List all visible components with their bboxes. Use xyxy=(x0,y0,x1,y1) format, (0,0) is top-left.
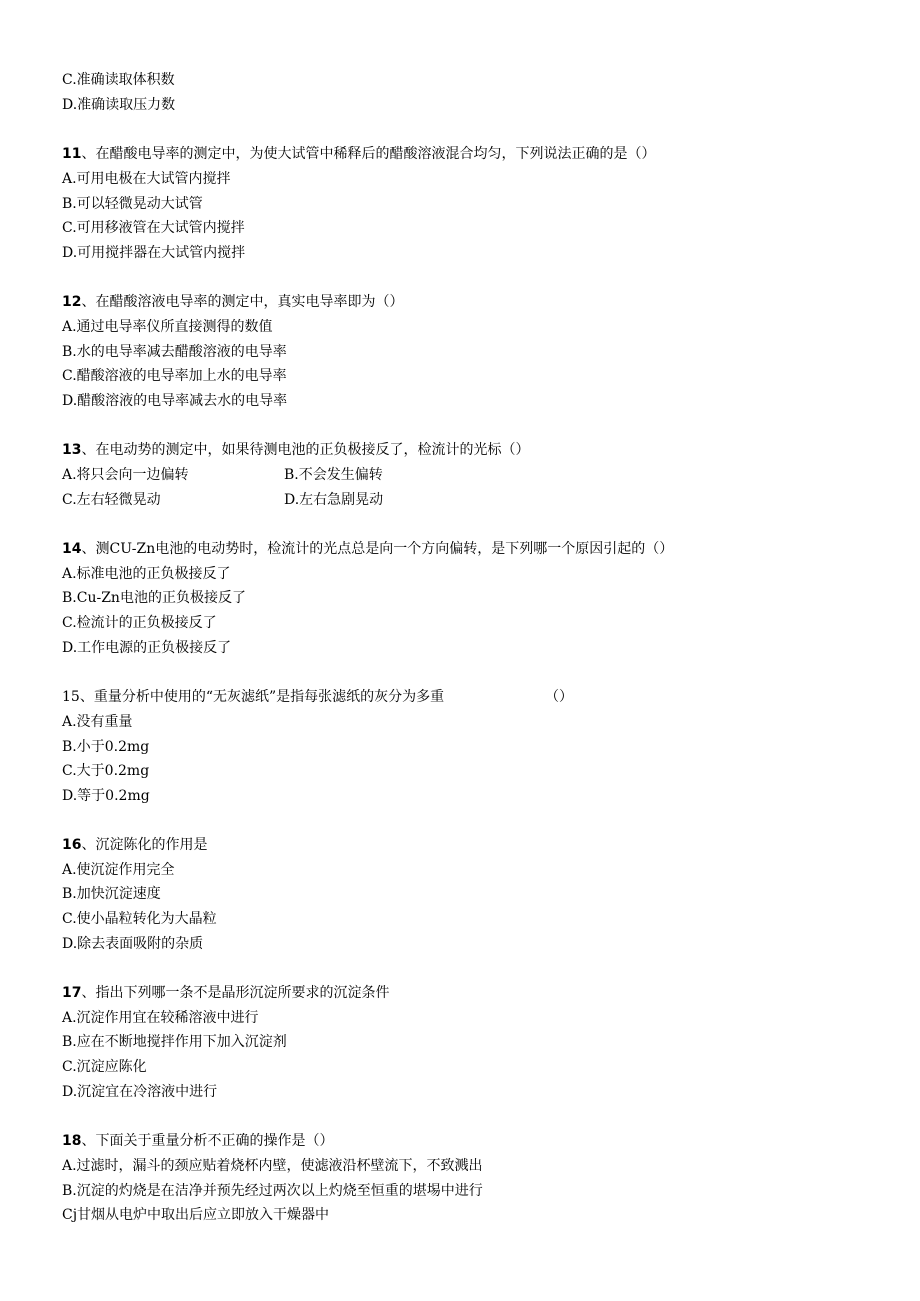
question-11-option-b: B.可以轻微晃动大试管 xyxy=(62,196,203,212)
question-number: 16 xyxy=(62,837,82,853)
question-number: 11 xyxy=(62,146,82,162)
question-11-option-a: A.可用电极在大试管内搅拌 xyxy=(62,171,231,187)
question-15-option-c: C.大于0.2mg xyxy=(62,763,150,779)
question-13-stem xyxy=(62,441,529,459)
question-15-answer-paren: （） xyxy=(545,689,573,705)
question-18-stem xyxy=(62,1132,333,1150)
question-text: 、下面关于重量分析不正确的操作是（） xyxy=(81,1133,334,1149)
question-18-option-c: Cj甘烟从电炉中取出后应立即放入干燥器中 xyxy=(62,1207,330,1223)
question-number: 17 xyxy=(62,985,82,1001)
question-14-option-d: D.工作电源的正负极接反了 xyxy=(62,640,232,656)
question-text: 、在电动势的测定中，如果待测电池的正负极接反了，检流计的光标（） xyxy=(81,442,530,458)
question-16-option-d: D.除去表面吸附的杂质 xyxy=(62,936,204,952)
question-18-option-b: B.沉淀的灼烧是在洁净并预先经过两次以上灼烧至恒重的堪埸中进行 xyxy=(62,1183,483,1199)
question-13-option-b: B.不会发生偏转 xyxy=(284,467,383,483)
question-17-option-a: A.沉淀作用宜在较稀溶液中进行 xyxy=(62,1010,259,1026)
question-text: 、沉淀陈化的作用是 xyxy=(81,837,208,853)
question-13-option-c: C.左右轻微晃动 xyxy=(62,492,161,508)
question-16-option-a: A.使沉淀作用完全 xyxy=(62,862,175,878)
question-13-options-row-1 xyxy=(62,466,383,484)
question-13-options-row-2 xyxy=(62,491,384,509)
question-18-option-a: A.过滤时，漏斗的颈应贴着烧杯内壁，使滤液沿杯壁流下，不致溅出 xyxy=(62,1158,483,1174)
question-12-option-a: A.通过电导率仪所直接测得的数值 xyxy=(62,319,273,335)
question-15-stem xyxy=(62,688,444,706)
question-14-option-a: A.标准电池的正负极接反了 xyxy=(62,566,231,582)
question-16-option-b: B.加快沉淀速度 xyxy=(62,886,161,902)
question-number: 15 xyxy=(62,689,80,705)
question-11-option-d: D.可用搅拌器在大试管内搅拌 xyxy=(62,245,246,261)
question-12-option-d: D.醋酸溶液的电导率减去水的电导率 xyxy=(62,393,288,409)
question-17-option-d: D.沉淀宜在冷溶液中进行 xyxy=(62,1084,218,1100)
question-12-option-b: B.水的电导率减去醋酸溶液的电导率 xyxy=(62,344,287,360)
question-12-stem xyxy=(62,293,403,311)
question-15-option-b: B.小于0.2mg xyxy=(62,739,150,755)
question-17-option-b: B.应在不断地搅拌作用下加入沉淀剂 xyxy=(62,1034,287,1050)
question-14-stem xyxy=(62,540,673,558)
question-13-option-a: A.将只会向一边偏转 xyxy=(62,467,189,483)
question-14-option-b: B.Cu-Zn电池的正负极接反了 xyxy=(62,590,246,606)
option-d-top: D.准确读取压力数 xyxy=(62,97,176,113)
question-14-option-c: C.检流计的正负极接反了 xyxy=(62,615,217,631)
question-13-option-d: D.左右急剧晃动 xyxy=(284,492,384,508)
question-11-option-c: C.可用移液管在大试管内搅拌 xyxy=(62,220,245,236)
question-number: 14 xyxy=(62,541,82,557)
question-number: 12 xyxy=(62,294,82,310)
question-12-option-c: C.醋酸溶液的电导率加上水的电导率 xyxy=(62,368,287,384)
question-number: 13 xyxy=(62,442,82,458)
question-text: 、测CU-Zn电池的电动势时，检流计的光点总是向一个方向偏转，是下列哪一个原因引起的（） xyxy=(81,541,674,557)
question-15-option-d: D.等于0.2mg xyxy=(62,788,150,804)
question-text: 、在醋酸电导率的测定中，为使大试管中稀释后的醋酸溶液混合均匀，下列说法正确的是（） xyxy=(81,146,656,162)
question-text: 、重量分析中使用的“无灰滤纸”是指每张滤纸的灰分为多重 xyxy=(79,689,445,705)
option-c-top: C.准确读取体积数 xyxy=(62,72,175,88)
question-11-stem xyxy=(62,145,655,163)
question-text: 、指出下列哪一条不是晶形沉淀所要求的沉淀条件 xyxy=(81,985,390,1001)
question-17-option-c: C.沉淀应陈化 xyxy=(62,1059,147,1075)
question-17-stem xyxy=(62,984,389,1002)
question-15-option-a: A.没有重量 xyxy=(62,714,133,730)
question-number: 18 xyxy=(62,1133,82,1149)
question-text: 、在醋酸溶液电导率的测定中，真实电导率即为（） xyxy=(81,294,404,310)
question-16-stem xyxy=(62,836,207,854)
question-16-option-c: C.使小晶粒转化为大晶粒 xyxy=(62,911,217,927)
